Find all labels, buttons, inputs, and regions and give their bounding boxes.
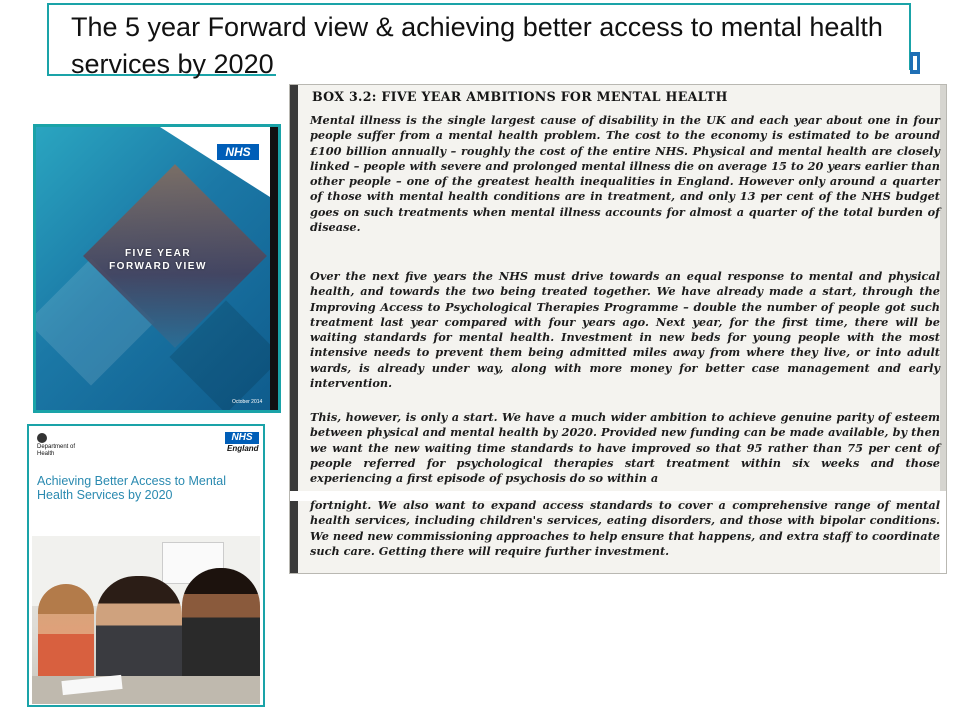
photo-person: [96, 576, 182, 686]
box-heading: BOX 3.2: FIVE YEAR AMBITIONS FOR MENTAL HEALTH: [312, 89, 728, 104]
box-paragraph: Over the next five years the NHS must drive towards an equal response to mental and physical health, and towards the two being treated together. We have already made a start, through the Improving Access to Psychological Therapies Programme – double the number of people got such treatment last year compared with four years ago. Next year, for the first time, there will be waiting standards for mental health. Investment in new beds for young people with the most intensive needs to prevent them being admitted miles away from where they live, or into adult wards, is already under way, along with more money for better case management and early intervention.: [310, 269, 940, 391]
five-year-forward-view-cover: [33, 124, 281, 413]
corner-triangle: [160, 127, 270, 197]
nhs-logo: NHS: [225, 432, 259, 444]
slide-title: The 5 year Forward view & achieving better access to mental health services by 2020: [71, 12, 883, 79]
crest-icon: [37, 433, 47, 443]
nhs-england-label: England: [227, 444, 259, 453]
nhs-logo: NHS: [216, 143, 260, 161]
photo-person: [38, 584, 94, 684]
title-box: [47, 3, 911, 79]
box-paragraph: Mental illness is the single largest cause of disability in the UK and each year about one in four people suffer from a mental health problem. The cost to the economy is estimated to be around £100 billion annually – roughly the cost of the entire NHS. Physical and mental health are closely linked – people with severe and prolonged mental illness die on average 15 to 20 years earlier than other people – one of the greatest health inequalities in England. However only around a quarter of those with mental health conditions are in treatment, and only 13 per cent of the NHS budget goes on such treatments when mental illness accounts for almost a quarter of the total burden of disease.: [310, 113, 940, 235]
cover-photo: [32, 536, 260, 704]
photo-person: [182, 568, 260, 686]
box-paragraph: fortnight. We also want to expand access standards to cover a comprehensive range of mental health services, including children's services, eating disorders, and those with bipolar conditions. We need new commissioning approaches to help ensure that happens, and extra staff to coordinate such care. Getting there will require further investment.: [310, 498, 940, 558]
department-label: Department of Health: [37, 444, 76, 457]
achieving-better-access-cover: [27, 424, 265, 707]
box-3-2-excerpt: [289, 84, 947, 574]
cover-spine: [270, 127, 278, 410]
excerpt-page-gap: [940, 501, 947, 574]
cover-title: FIVE YEAR FORWARD VIEW: [109, 248, 207, 272]
corner-mark-icon: [910, 52, 920, 74]
box-paragraph: This, however, is only a start. We have a much wider ambition to achieve genuine parity of esteem between physical and mental health by 2020. Provided new funding can be made available, by then we want the new waiting time standards to have improved so that 95 rather than 75 per cent of people referred for psychological therapies start treatment within six weeks and those experiencing a first episode of psychosis do so within a: [310, 410, 940, 486]
cover-date: October 2014: [232, 399, 263, 405]
cover-title: Achieving Better Access to Mental Health Services by 2020: [37, 474, 226, 502]
title-underline-mask: [276, 70, 916, 80]
